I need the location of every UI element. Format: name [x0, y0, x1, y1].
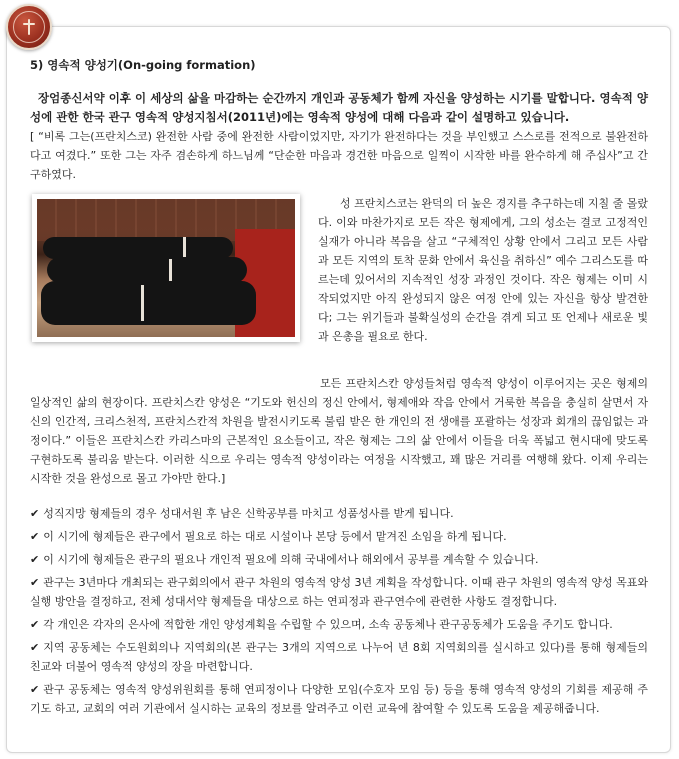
friar-figure: [47, 257, 247, 283]
check-icon: ✔: [30, 618, 40, 631]
section-title: 5) 영속적 양성기(On-going formation): [30, 58, 256, 72]
list-item: ✔ 이 시기에 형제들은 관구에서 필요로 하는 대로 시설이나 본당 등에서 맡겨진 소임을 하게 됩니다.: [30, 530, 507, 543]
list-item: ✔ 지역 공동체는 수도원회의나 지역회의(본 관구는 3개의 지역으로 나누어 년 8회 지역회의를 실시하고 있다)를 통해 형제들의 친교와 더불어 영속적 양성의 장을 마련합니다.: [30, 641, 648, 673]
friar-cord: [169, 259, 172, 281]
friar-cord: [141, 285, 144, 321]
photo-image: [37, 199, 295, 337]
list-item: ✔ 성직지망 형제들의 경우 성대서원 후 남은 신학공부를 마치고 성품성사를 받게 됩니다.: [30, 507, 454, 520]
check-icon: ✔: [30, 530, 40, 543]
section-intro: 장엄종신서약 이후 이 세상의 삶을 마감하는 순간까지 개인과 공동체가 함께 자신을 양성하는 시기를 말합니다. 영속적 양성에 관한 한국 관구 영속적 양성지침서(2011년)에는 영속적 양성에 대해 다음과 같이 설명하고 있습니다.: [30, 91, 648, 124]
friar-figure: [43, 237, 233, 259]
cross-icon: [20, 18, 38, 36]
prostrate-friars-photo: [32, 194, 300, 342]
seal-inner-ring: [13, 11, 45, 43]
check-icon: ✔: [30, 641, 40, 654]
check-icon: ✔: [30, 553, 40, 566]
seal-logo-icon: [6, 4, 52, 50]
document-content: [30, 56, 648, 722]
quote-paragraph-2: 성 프란치스코는 완덕의 더 높은 경지를 추구하는데 지칠 줄 몰랐다. 이와 마찬가지로 모든 작은 형제에게, 그의 성소는 결코 고정적인 실재가 아니라 복음을 살고 “구체적인 상황 안에서 그리고 모든 사람과 모든 지역의 토착 문화 안에서 육신을 취하신” 예수 그리스도를 따르는데 있어서의 지속적인 성장 과정인 것이다. 작은 형제는 이미 시작되었지만 아직 완성되지 않은 여정 안에 있는 자신을 항상 발견한다; 그는 위기들과 불확실성의 순간을 겪게 되고 또 언제나 새로운 빛과 은총을 필요로 한다.: [318, 197, 648, 343]
check-icon: ✔: [30, 576, 40, 589]
friar-figure: [41, 281, 256, 325]
check-icon: ✔: [30, 507, 40, 520]
list-item: ✔ 각 개인은 각자의 은사에 적합한 개인 양성계획을 수립할 수 있으며, 소속 공동체나 관구공동체가 도움을 주기도 합니다.: [30, 618, 613, 631]
friar-cord: [183, 237, 186, 257]
quote-paragraph-3: 모든 프란치스칸 양성들처럼 영속적 양성이 이루어지는 곳은 형제의 일상적인 삶의 현장이다. 프란치스칸 양성은 “기도와 헌신의 정신 안에서, 형제애와 작음 안에서 거룩한 복음을 충실히 살면서 자신의 인간적, 크리스천적, 프란치스칸적 차원을 발전시키도록 불림 받은 한 개인의 전 생애를 포괄하는 성장과 회개의 끊임없는 과정이다.” 이들은 프란치스칸 카리스마의 근본적인 요소들이고, 작은 형제는 그의 삶 안에서 이들을 더욱 폭넓고 현시대에 맞도록 구현하도록 불리움 받는다. 이러한 식으로 우리는 영속적 양성이라는 여정을 시작했고, 꽤 많은 거리를 여행해 왔다. 이제 우리는 시작한 것을 완성으로 몰고 가야만 한다.]: [30, 377, 648, 485]
formation-list: [30, 504, 648, 718]
list-item: ✔ 관구 공동체는 영속적 양성위원회를 통해 연피정이나 다양한 모임(수호자 모임 등) 등을 통해 영속적 양성의 기회를 제공해 주기도 하고, 교회의 여러 기관에서 실시하는 교육의 정보를 알려주고 이런 교육에 참여할 수 있도록 도움을 제공해줍니다.: [30, 683, 648, 715]
check-icon: ✔: [30, 683, 40, 696]
list-item: ✔ 관구는 3년마다 개최되는 관구회의에서 관구 차원의 영속적 양성 3년 계획을 작성합니다. 이때 관구 차원의 영속적 양성 목표와 실행 방안을 결정하고, 전체 성대서약 형제들을 대상으로 하는 연피정과 관구연수에 관련한 사항도 결정합니다.: [30, 576, 648, 608]
list-item: ✔ 이 시기에 형제들은 관구의 필요나 개인적 필요에 의해 국내에서나 해외에서 공부를 계속할 수 있습니다.: [30, 553, 539, 566]
quote-paragraph-1: [ “비록 그는(프란치스코) 완전한 사람 중에 완전한 사람이었지만, 자기가 완전하다는 것을 부인했고 스스로를 전적으로 불완전하다고 여겼다.” 또한 그는 자주 겸손하게 하느님께 “단순한 마음과 경건한 마음으로 일찍이 시작한 바를 완수하게 해 주십사”고 간구하였다.: [30, 130, 648, 181]
